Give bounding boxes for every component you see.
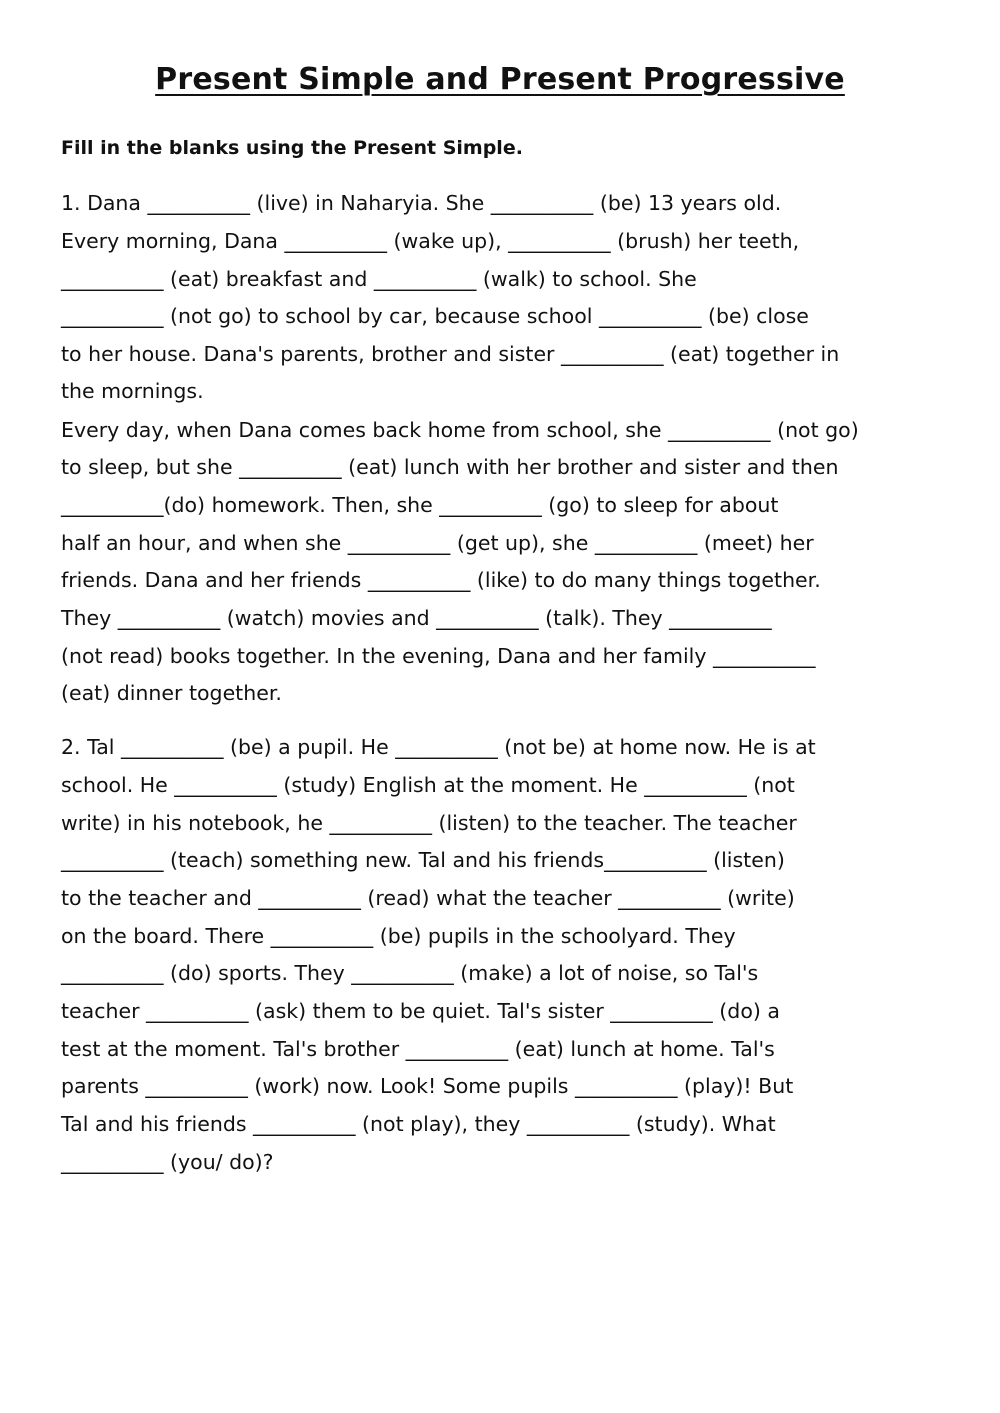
exercise-2-line: Tal and his friends __________ (not play), they __________ (study). What [61,1112,776,1136]
exercise-1-line: __________ (not go) to school by car, because school __________ (be) close [61,304,809,328]
exercise-1-line: to her house. Dana's parents, brother and sister __________ (eat) together in [61,342,840,366]
exercise-1-line: Every day, when Dana comes back home from school, she __________ (not go) [61,418,859,442]
exercise-2-line: parents __________ (work) now. Look! Some pupils __________ (play)! But [61,1074,794,1098]
exercise-2-line: __________ (teach) something new. Tal and his friends__________ (listen) [61,848,785,872]
instruction-text: Fill in the blanks using the Present Simple. [61,137,523,159]
exercise-1-line: They __________ (watch) movies and __________ (talk). They __________ [61,606,772,630]
exercise-1-line: __________(do) homework. Then, she __________ (go) to sleep for about [61,493,779,517]
exercise-1-line: 1. Dana __________ (live) in Naharyia. She __________ (be) 13 years old. [61,191,782,215]
exercise-2-line: on the board. There __________ (be) pupils in the schoolyard. They [61,924,736,948]
exercise-1-line: (eat) dinner together. [61,681,282,705]
exercise-2-line: __________ (you/ do)? [61,1150,274,1174]
exercise-2-line: teacher __________ (ask) them to be quiet. Tal's sister __________ (do) a [61,999,780,1023]
exercise-1-line: (not read) books together. In the evening, Dana and her family __________ [61,644,816,668]
exercise-1-line: __________ (eat) breakfast and __________ (walk) to school. She [61,267,697,291]
exercise-2-line: __________ (do) sports. They __________ (make) a lot of noise, so Tal's [61,961,759,985]
exercise-2-line: to the teacher and __________ (read) what the teacher __________ (write) [61,886,795,910]
exercise-2-line: school. He __________ (study) English at the moment. He __________ (not [61,773,795,797]
worksheet-title: Present Simple and Present Progressive [155,62,845,97]
exercise-1-line: friends. Dana and her friends __________ (like) to do many things together. [61,568,821,592]
exercise-2-line: write) in his notebook, he __________ (listen) to the teacher. The teacher [61,811,797,835]
exercise-1-line: Every morning, Dana __________ (wake up), __________ (brush) her teeth, [61,229,800,253]
exercise-2-line: test at the moment. Tal's brother __________ (eat) lunch at home. Tal's [61,1037,775,1061]
exercise-1-line: half an hour, and when she __________ (get up), she __________ (meet) her [61,531,814,555]
exercise-1-line: the mornings. [61,379,204,403]
exercise-1-line: to sleep, but she __________ (eat) lunch with her brother and sister and then [61,455,839,479]
exercise-2-line: 2. Tal __________ (be) a pupil. He __________ (not be) at home now. He is at [61,735,816,759]
